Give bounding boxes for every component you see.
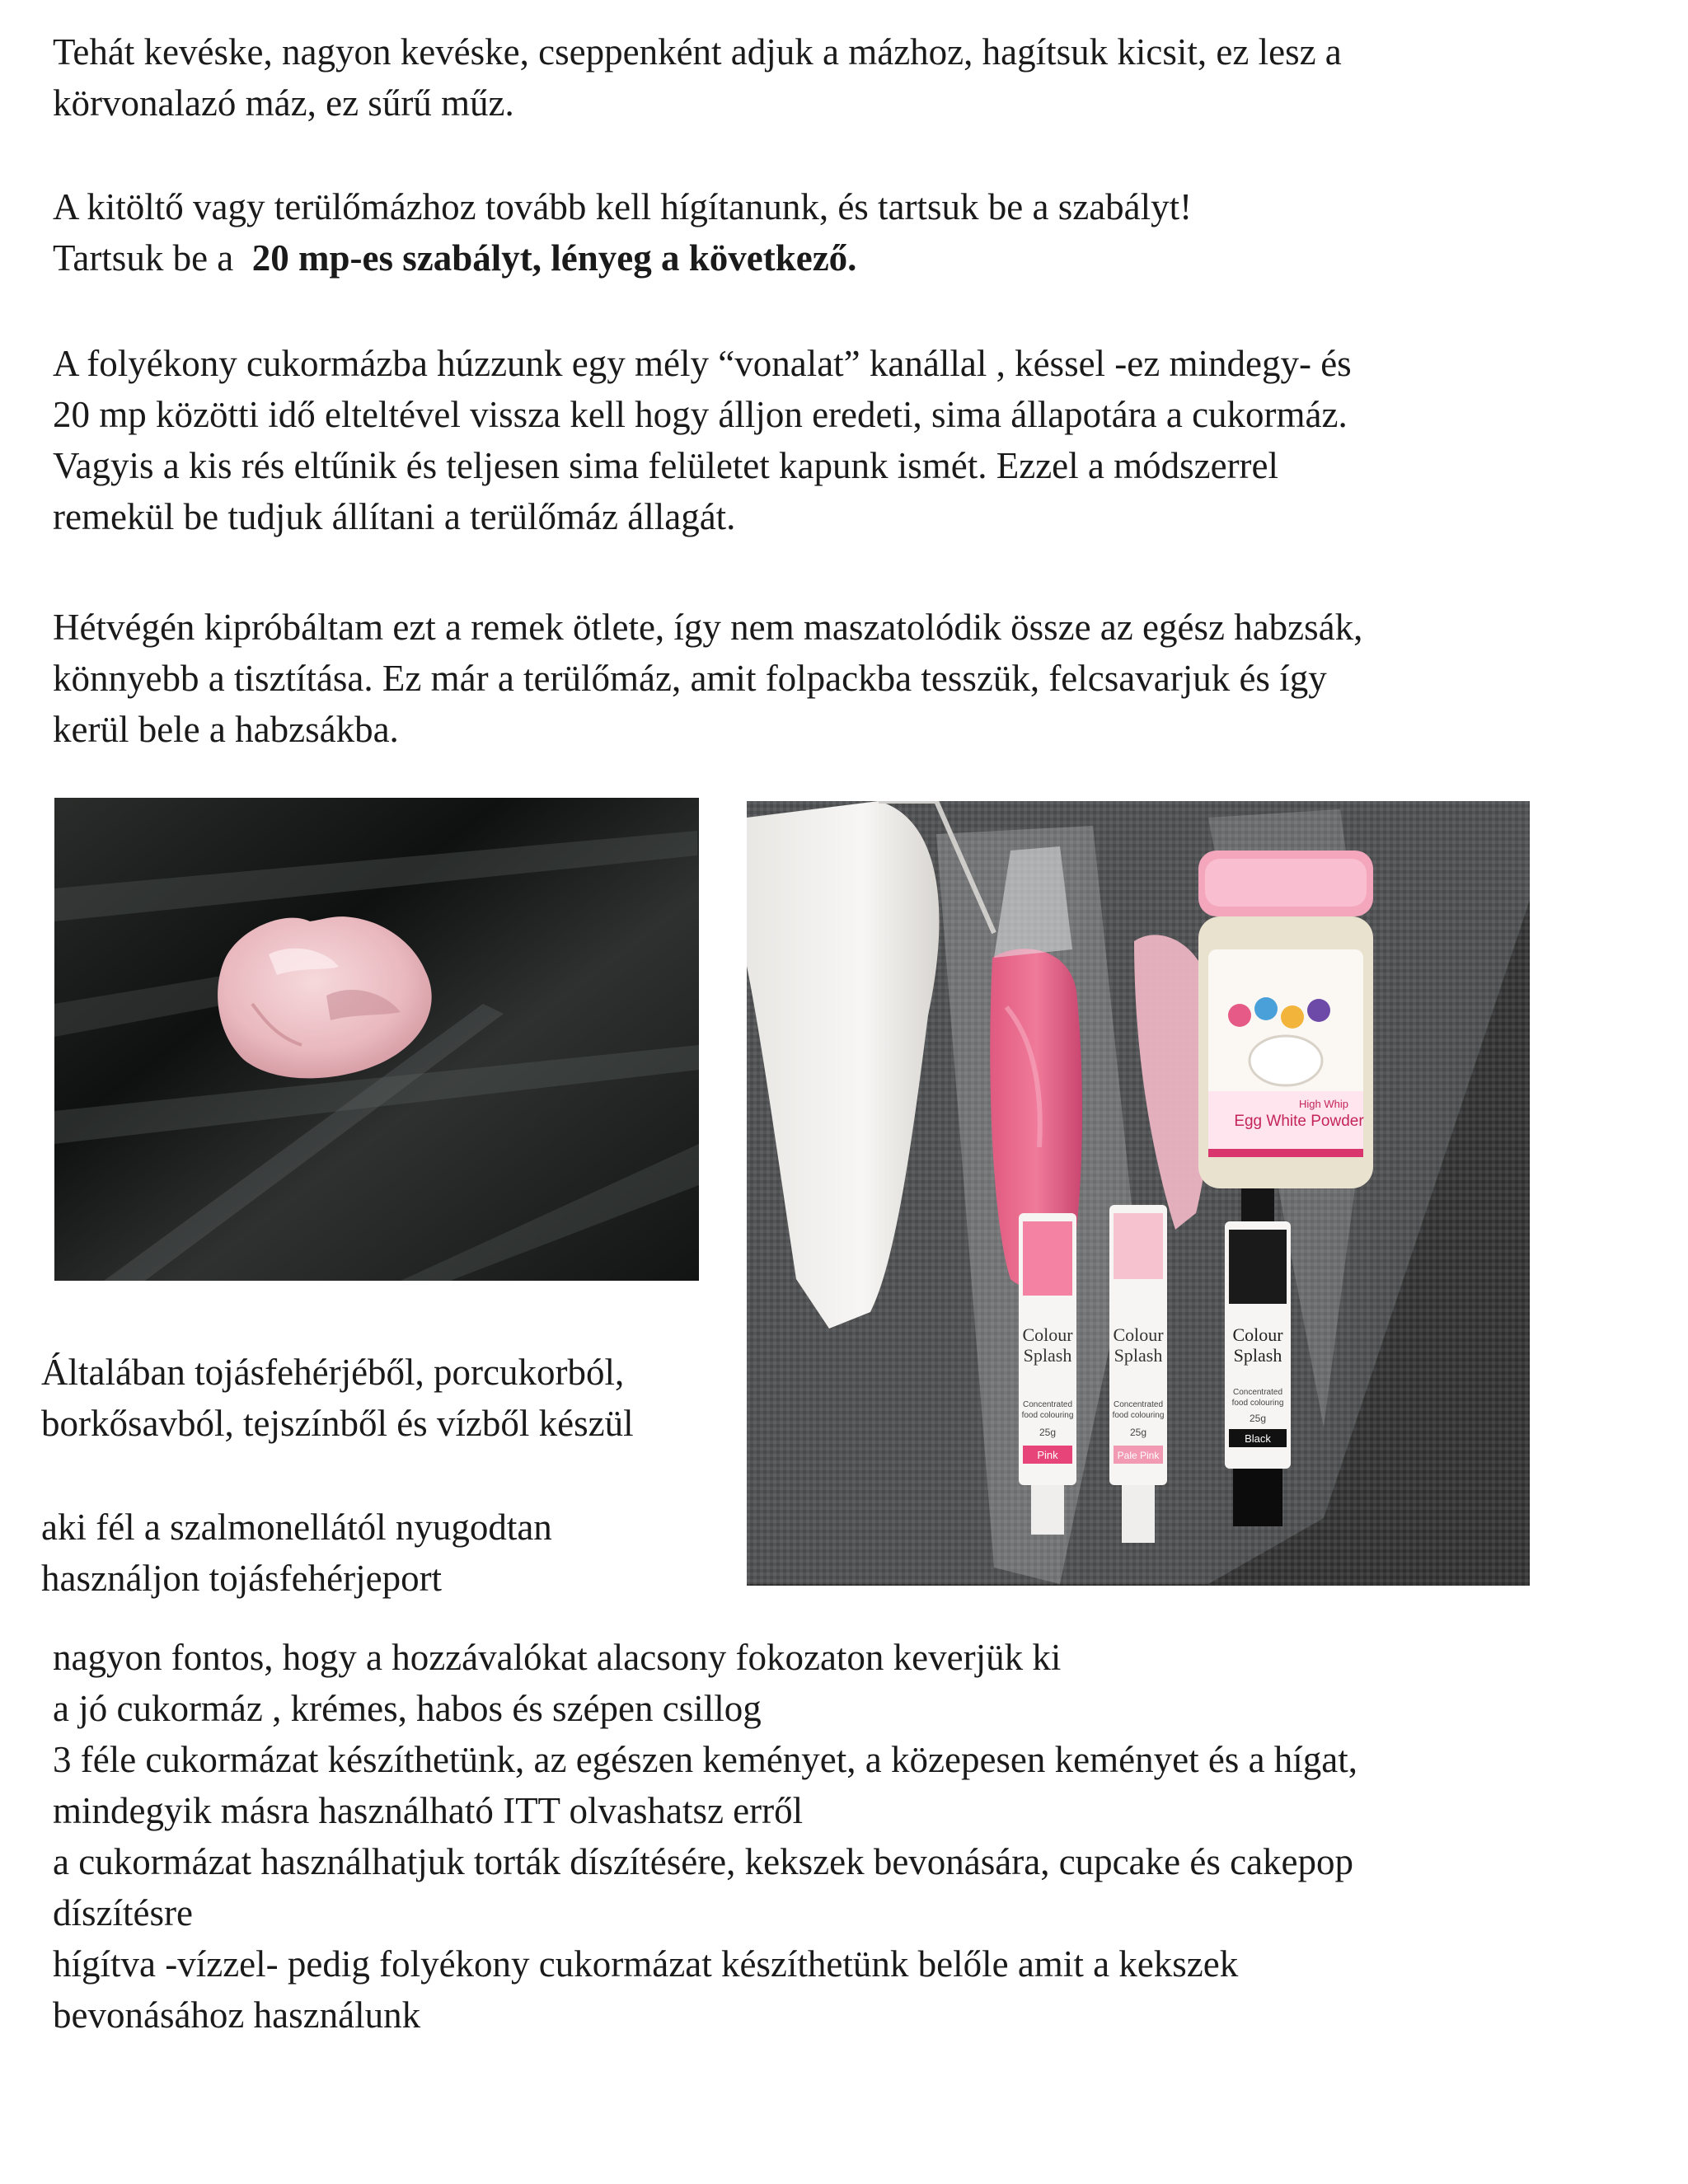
- tube-brand-line1: Colour: [1113, 1324, 1164, 1345]
- tube-weight: 25g: [1129, 1427, 1147, 1438]
- jar-label-line1: High Whip: [1299, 1098, 1348, 1110]
- text-line: 3 féle cukormázat készíthetünk, az egészen keményet, a közepesen keményet és a hígat,: [53, 1739, 1358, 1780]
- tube-brand-line2: Splash: [1233, 1345, 1282, 1366]
- tube-desc-line1: Concentrated: [1113, 1400, 1164, 1409]
- method-paragraph: [53, 338, 1352, 542]
- text-line: díszítésre: [53, 1892, 193, 1933]
- tube-color-pink: Pink: [1037, 1449, 1058, 1461]
- tube-desc-line1: Concentrated: [1232, 1388, 1283, 1397]
- text-line: [53, 232, 1192, 284]
- text-line: mindegyik másra használható ITT olvashatsz erről: [53, 1790, 804, 1831]
- text-line: körvonalazó máz, ez sűrű műz.: [53, 82, 514, 124]
- icing-on-wrap-photo: [54, 798, 699, 1281]
- supplies-photo: [747, 801, 1530, 1586]
- rule-bold-text: 20 mp-es szabályt, lényeg a következő.: [251, 237, 857, 279]
- text-line: A folyékony cukormázba húzzunk egy mély “vonalat” kanállal , késsel -ez mindegy- és: [53, 343, 1352, 384]
- text-line: nagyon fontos, hogy a hozzávalókat alacsony fokozaton keverjük ki: [53, 1637, 1062, 1678]
- tube-desc-line1: Concentrated: [1022, 1400, 1073, 1409]
- rule-paragraph: [53, 181, 1192, 284]
- tube-desc-line2: food colouring: [1112, 1411, 1165, 1420]
- tube-color-pale-pink: Pale Pink: [1117, 1450, 1160, 1461]
- text-line: használjon tojásfehérjeport: [41, 1558, 443, 1599]
- tube-color-black: Black: [1245, 1432, 1271, 1445]
- text-line: aki fél a szalmonellától nyugodtan: [41, 1507, 552, 1548]
- text-line: kerül bele a habzsákba.: [53, 709, 399, 750]
- text-line: bevonásához használunk: [53, 1994, 421, 2036]
- salmonella-paragraph: [41, 1502, 552, 1604]
- rule-prefix: Tartsuk be a: [53, 237, 252, 279]
- tube-desc-line2: food colouring: [1231, 1399, 1284, 1408]
- text-line: Tehát kevéske, nagyon kevéske, cseppenként adjuk a mázhoz, hagítsuk kicsit, ez lesz a: [53, 31, 1342, 73]
- tube-weight: 25g: [1039, 1427, 1057, 1438]
- tube-desc-line2: food colouring: [1021, 1411, 1074, 1420]
- weekend-paragraph: [53, 602, 1362, 755]
- text-line: Általában tojásfehérjéből, porcukorból,: [41, 1352, 625, 1393]
- intro-paragraph: [53, 26, 1342, 129]
- text-line: borkősavból, tejszínből és vízből készül: [41, 1403, 634, 1444]
- text-line: Hétvégén kipróbáltam ezt a remek ötlete, így nem maszatolódik össze az egész habzsák,: [53, 607, 1363, 648]
- tube-weight: 25g: [1249, 1413, 1267, 1424]
- text-line: A kitöltő vagy terülőmázhoz tovább kell hígítanunk, és tartsuk be a szabályt!: [53, 186, 1193, 227]
- tube-brand-line2: Splash: [1114, 1345, 1163, 1366]
- text-line: a jó cukormáz , krémes, habos és szépen csillog: [53, 1688, 762, 1729]
- tube-brand-line1: Colour: [1232, 1324, 1283, 1345]
- tips-paragraph: [53, 1632, 1357, 2041]
- tube-brand-line1: Colour: [1022, 1324, 1073, 1345]
- ingredients-paragraph: [41, 1347, 634, 1449]
- text-line: a cukormázat használhatjuk torták díszítésére, kekszek bevonására, cupcake és cakepop: [53, 1841, 1354, 1882]
- text-line: könnyebb a tisztítása. Ez már a terülőmáz, amit folpackba tesszük, felcsavarjuk és így: [53, 658, 1327, 699]
- text-line: remekül be tudjuk állítani a terülőmáz állagát.: [53, 496, 736, 537]
- text-line: Vagyis a kis rés eltűnik és teljesen sima felületet kapunk ismét. Ezzel a módszerrel: [53, 445, 1279, 486]
- tube-brand-line2: Splash: [1023, 1345, 1072, 1366]
- text-line: hígítva -vízzel- pedig folyékony cukormázat készíthetünk belőle amit a kekszek: [53, 1943, 1239, 1985]
- text-line: 20 mp közötti idő elteltével vissza kell hogy álljon eredeti, sima állapotára a cukormáz.: [53, 394, 1348, 435]
- jar-label-line2: Egg White Powder: [1234, 1113, 1364, 1130]
